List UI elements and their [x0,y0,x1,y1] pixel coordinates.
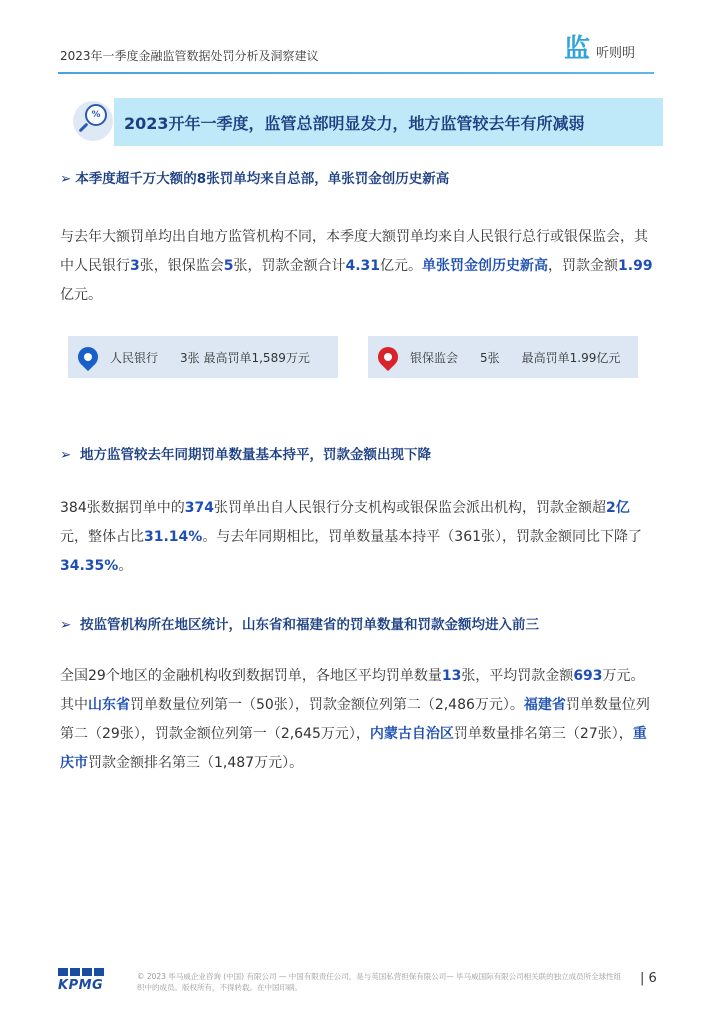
text-run: 。 [118,558,133,574]
section2-heading [60,443,431,463]
card-org: 银保监会 [410,350,459,365]
section3-paragraph [60,662,654,778]
arrow-bullet-icon: ➢ [60,617,72,633]
highlight-value: 重庆市 [60,726,647,771]
section3-heading-text: 按监管机构所在地区统计，山东省和福建省的罚单数量和罚款金额均进入前三 [80,617,540,633]
magnifier-handle [79,123,89,133]
highlight-value: 山东省 [88,697,130,713]
card-max-fine: 最高罚单1.99亿元 [521,350,621,365]
kpmg-logo-text: KPMG [58,978,104,993]
document-title: 2023年一季度金融监管数据处罚分析及洞察建议 [60,49,319,63]
text-run: 亿元。 [60,287,102,303]
section3-heading [60,613,539,633]
arrow-bullet-icon: ➢ [60,171,72,187]
banner-title: 2023开年一季度，监管总部明显发力，地方监管较去年有所减弱 [124,113,585,133]
text-run: 全国29个地区的金融机构收到数据罚单，各地区平均罚单数量 [60,668,442,684]
highlight-value: 3 [130,258,140,274]
highlight-value: 4.31 [345,258,381,274]
section1-heading [60,167,449,187]
location-pin-icon [74,343,102,371]
text-run: 元，整体占比 [60,529,144,545]
text-run: 张罚单出自人民银行分支机构或银保监会派出机构，罚款金额超 [213,500,606,516]
brand-logo-glyph: 监 [564,34,591,64]
highlight-value: 5 [223,258,234,274]
text-run: 张，银保监会 [139,258,224,274]
section2-heading-text: 地方监管较去年同期罚单数量基本持平，罚款金额出现下降 [80,447,432,463]
highlight-value: 内蒙古自治区 [369,726,454,742]
text-run: 张，罚款金额合计 [233,258,346,274]
text-run: 罚款金额排名第三（1,487万元）。 [88,755,304,771]
highlight-value: 374 [184,500,214,516]
highlight-value: 2亿 [605,500,630,516]
pbc-stat-card [68,336,338,378]
text-run: 。与去年同期相比，罚单数量基本持平（361张），罚款金额同比下降了 [202,529,643,545]
highlight-value: 13 [441,668,462,684]
text-run: ，罚款金额 [548,258,619,274]
page-number: | 6 [640,971,657,986]
brand-logo [564,36,635,62]
card-org: 人民银行 [110,350,159,365]
magnifier-lens: % [85,104,107,126]
section1-paragraph [60,223,654,310]
brand-name: 听则明 [596,45,636,61]
location-pin-icon [374,343,402,371]
arrow-bullet-icon: ➢ [60,447,72,463]
text-run: 张，平均罚款金额 [461,668,574,684]
highlight-value: 31.14% [144,529,203,545]
cbirc-stat-card [368,336,638,378]
magnifier-percent-icon [73,101,113,141]
header-divider [58,72,654,74]
footer-copyright: © 2023 毕马威企业咨询 (中国) 有限公司 — 中国有限责任公司，是与英国私营担保有限公司— 毕马威国际有限公司相关联的独立成员所全球性组织中的成员。版权所有，不得转载。在中国印刷。 [137,972,622,992]
section1-heading-text: 本季度超千万大额的8张罚单均来自总部，单张罚金创历史新高 [75,171,450,187]
text-run: 与去年大额罚单均出自地方监管机构不同，本季度大额罚单均来自人民银行总行或银保监会，其中人民银行 [60,229,648,274]
section2-paragraph [60,494,654,581]
highlight-value: 福建省 [523,697,566,713]
text-run: 罚单数量排名第三（27张）， [453,726,633,742]
text-run: 万元。其中 [60,668,645,713]
text-run: 罚单数量位列第二（29张），罚款金额位列第一（2,645万元）， [60,697,650,742]
highlight-value: 34.35% [60,558,119,574]
highlight-value: 1.99 [618,258,653,274]
kpmg-logo [58,968,104,993]
card-count: 5张 [480,350,500,365]
highlight-value: 693 [573,668,603,684]
card-max-fine: 最高罚单1,589万元 [203,350,310,365]
highlight-value: 单张罚金创历史新高 [422,258,549,274]
text-run: 亿元。 [380,258,423,274]
text-run: 罚单数量位列第一（50张），罚款金额位列第二（2,486万元）。 [130,697,524,713]
section-banner [114,98,663,146]
text-run: 384张数据罚单中的 [60,500,185,516]
card-count: 3张 [180,350,200,365]
